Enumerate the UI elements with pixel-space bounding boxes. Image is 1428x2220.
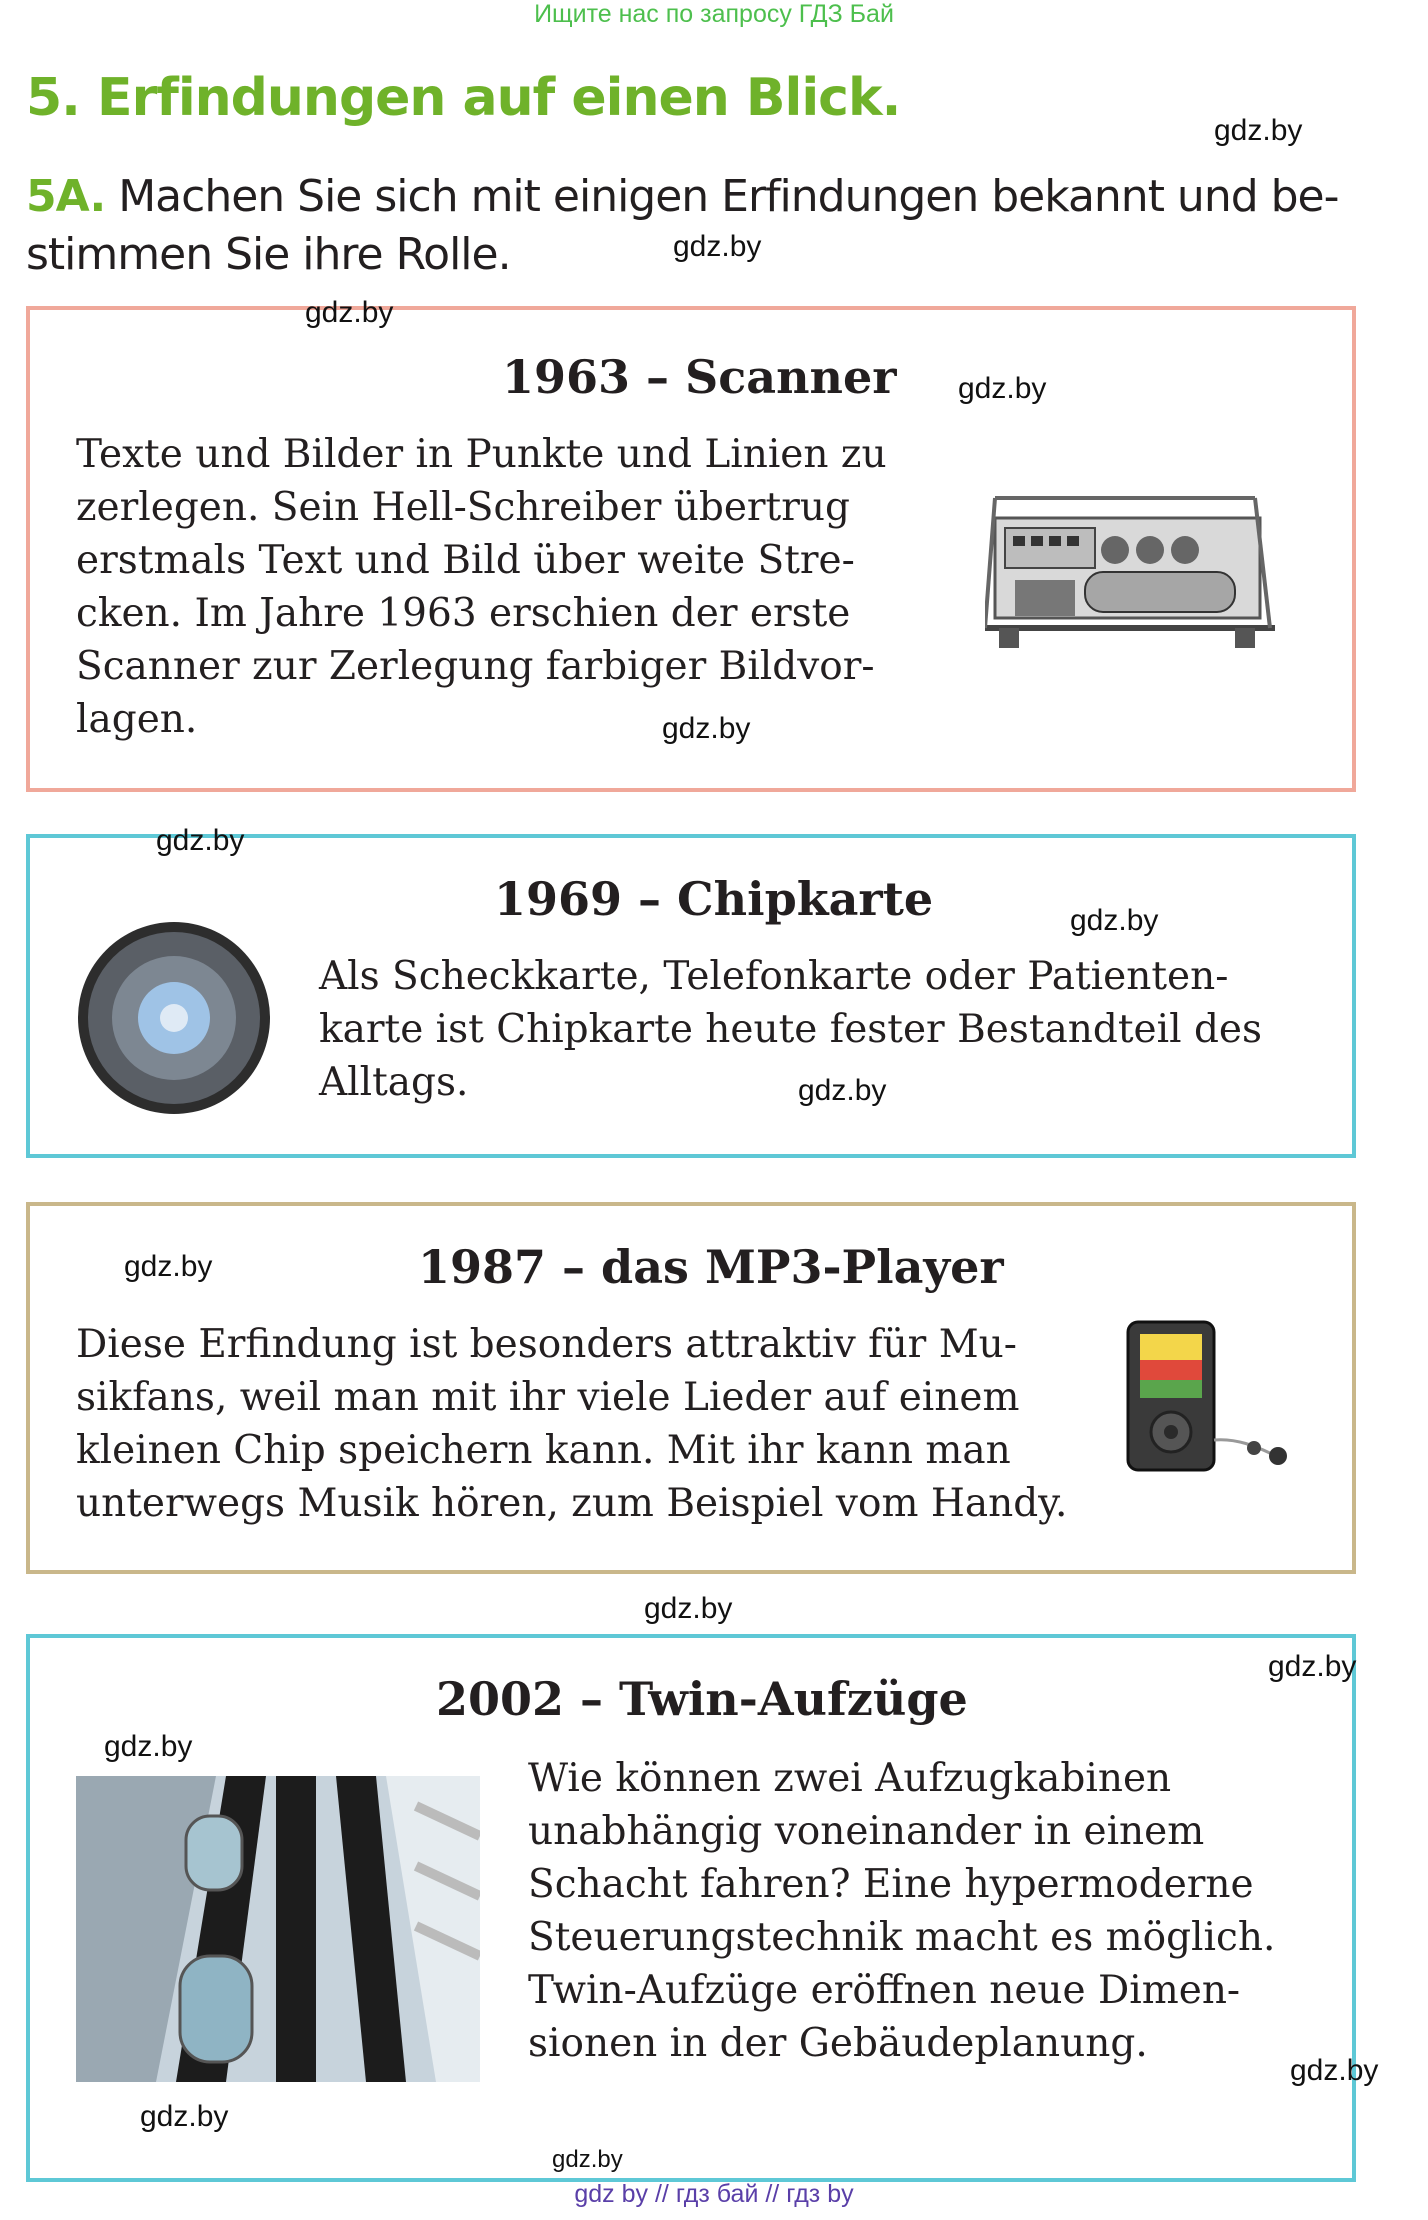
task-line-2: stimmen Sie ihre Rolle. <box>26 229 511 280</box>
watermark: gdz.by <box>552 2146 623 2173</box>
text-line: Diese Erfindung ist besonders attraktiv für Mu- <box>76 1322 1017 1367</box>
top-banner: Ищите нас по запросу ГДЗ Бай <box>534 0 894 28</box>
card-scanner-title: 1963 – Scanner <box>502 350 897 404</box>
task-line-1: Machen Sie sich mit einigen Erfindungen bekannt und be- <box>118 171 1339 222</box>
text-line: Als Scheckkarte, Telefonkarte oder Patienten- <box>319 954 1229 999</box>
text-line: Texte und Bilder in Punkte und Linien zu <box>76 432 887 477</box>
text-line: Wie können zwei Aufzugkabinen <box>528 1756 1172 1801</box>
watermark: gdz.by <box>104 1730 193 1763</box>
task-heading <box>26 168 1356 284</box>
section-title: Erfindungen auf einen Blick. <box>97 68 901 128</box>
card-scanner-text <box>76 428 926 746</box>
watermark: gdz.by <box>305 296 394 329</box>
task-number: 5A. <box>26 171 106 222</box>
text-line: erstmals Text und Bild über weite Stre- <box>76 538 855 583</box>
watermark: gdz.by <box>1070 904 1159 937</box>
card-mp3-player-title: 1987 – das MP3-Player <box>418 1240 1004 1294</box>
footer-links: gdz by // гдз бай // гдз by <box>574 2180 854 2208</box>
card-mp3-player-text <box>76 1318 1076 1530</box>
watermark: gdz.by <box>1214 114 1303 147</box>
text-line: lagen. <box>76 697 198 742</box>
text-line: cken. Im Jahre 1963 erschien der erste <box>76 591 851 636</box>
watermark: gdz.by <box>798 1074 887 1107</box>
watermark: gdz.by <box>156 824 245 857</box>
section-number: 5. <box>26 68 80 128</box>
text-line: Schacht fahren? Eine hypermoderne <box>528 1862 1254 1907</box>
watermark: gdz.by <box>644 1592 733 1625</box>
text-line: sionen in der Gebäudeplanung. <box>528 2021 1148 2066</box>
text-line: Twin-Aufzüge eröffnen neue Dimen- <box>528 1968 1241 2013</box>
mp3-player-image <box>1126 1320 1296 1480</box>
text-line: Scanner zur Zerlegung farbiger Bildvor- <box>76 644 875 689</box>
watermark: gdz.by <box>662 712 751 745</box>
text-line: Steuerungstechnik macht es möglich. <box>528 1915 1276 1960</box>
watermark: gdz.by <box>673 230 762 263</box>
watermark: gdz.by <box>1290 2054 1379 2087</box>
text-line: sikfans, weil man mit ihr viele Lieder auf einem <box>76 1375 1020 1420</box>
text-line: kleinen Chip speichern kann. Mit ihr kann man <box>76 1428 1011 1473</box>
text-line: karte ist Chipkarte heute fester Bestandteil des <box>319 1007 1263 1052</box>
watermark: gdz.by <box>140 2100 229 2133</box>
text-line: zerlegen. Sein Hell-Schreiber übertrug <box>76 485 850 530</box>
card-twin-aufzuege-title: 2002 – Twin-Aufzüge <box>436 1672 968 1726</box>
twin-elevator-image <box>76 1776 480 2082</box>
section-heading <box>26 68 900 128</box>
watermark: gdz.by <box>124 1250 213 1283</box>
watermark: gdz.by <box>958 372 1047 405</box>
text-line: unterwegs Musik hören, zum Beispiel vom Handy. <box>76 1481 1068 1526</box>
watermark: gdz.by <box>1268 1650 1357 1683</box>
text-line: Alltags. <box>319 1060 469 1105</box>
scanner-image <box>985 488 1275 658</box>
text-line: unabhängig voneinander in einem <box>528 1809 1205 1854</box>
card-chipkarte-title: 1969 – Chipkarte <box>494 872 934 926</box>
chip-disc-image <box>76 920 272 1116</box>
card-twin-aufzuege-text <box>528 1752 1310 2070</box>
